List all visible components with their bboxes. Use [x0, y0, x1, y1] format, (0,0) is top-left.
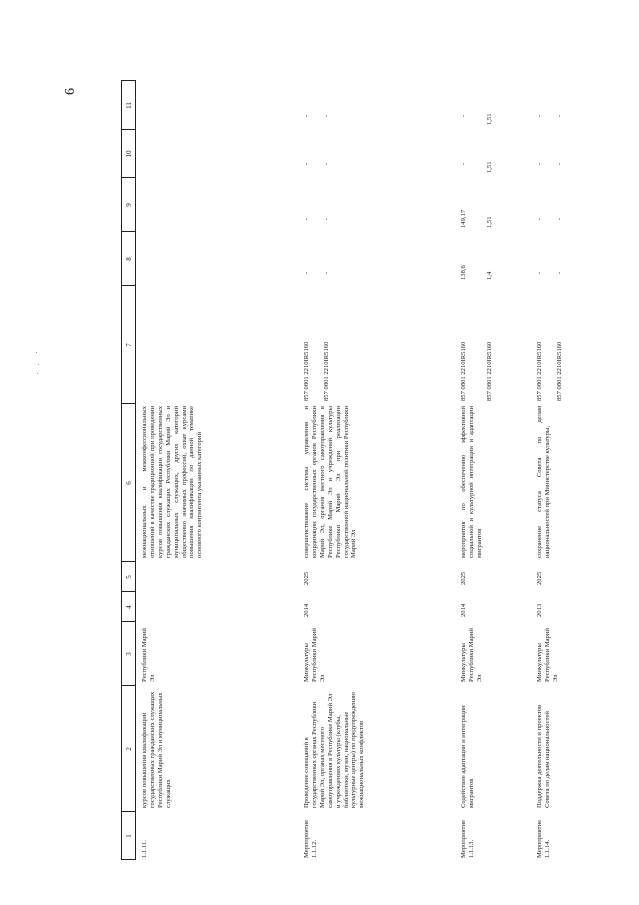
- value-cell: -: [323, 217, 330, 221]
- column-number: 6: [125, 481, 133, 485]
- value-cell: 1,51: [486, 161, 493, 173]
- page-number: 6: [63, 88, 78, 95]
- measure-name: Поддержка деятельности и проектов Совета по делам национальностей: [536, 704, 551, 808]
- measure-name: курсов повышения квалификации государственных гражданских служащих Республики Марий Эл и муниципальных служащих: [141, 691, 172, 808]
- column-number: 9: [125, 203, 133, 207]
- scan-speck: [38, 364, 39, 365]
- executor: Республики Марий Эл: [141, 628, 156, 682]
- value-cell: -: [536, 114, 543, 118]
- value-cell: -: [460, 114, 467, 118]
- column-number: 7: [125, 343, 133, 347]
- column-number: 4: [125, 605, 133, 609]
- start-year: 2013: [536, 603, 543, 617]
- column-number: 8: [125, 257, 133, 261]
- value-cell: -: [536, 162, 543, 166]
- expected-result: межнациональных и межконфессиональных отношений в качестве традиционной при проведении курсов повышения квалификации государственных гражданских служащих Республики Марий Эл и муниципальных служащих, других категорий общественно значимых профессий, охват курсами повышения квалификации по данной тематике основного контингента указанных категорий: [141, 406, 204, 558]
- value-cell: 1,51: [486, 216, 493, 228]
- rotated-table: [63, 80, 639, 860]
- column-number: 10: [125, 150, 133, 158]
- expected-result: мероприятия по обеспечению эффективной социальной и культурной интеграции и адаптации мигрантов: [460, 406, 483, 558]
- value-cell: -: [303, 162, 310, 166]
- budget-code: 857 0801 2210IR5160: [323, 341, 330, 401]
- budget-code: 857 0801 2210IR5160: [536, 341, 543, 401]
- value-cell: 1,4: [486, 271, 493, 280]
- executor: Минкультуры Республики Марий Эл: [536, 628, 559, 682]
- column-number: 3: [125, 652, 133, 656]
- end-year: 2025: [303, 571, 310, 585]
- value-cell: -: [536, 217, 543, 221]
- value-cell: -: [536, 271, 543, 275]
- budget-code: 857 0801 2210IR5160: [556, 341, 563, 401]
- value-cell: -: [556, 162, 563, 166]
- expected-result: сохранение статуса Совета по делам национальностей при Министерстве культуры,: [536, 406, 551, 558]
- row-id: Мероприятие 1.1.13.: [460, 819, 475, 858]
- scan-speck: [37, 373, 38, 374]
- expected-result: совершенствование системы управления и координации государственных органов Республики Марий Эл, органов местного самоуправления в Республике Марий Эл и учреждений культуры Республики Марий Эл при реализации государственной национальной политики Республики Марий Эл: [303, 406, 358, 558]
- column-number: 2: [125, 747, 133, 751]
- budget-code: 857 0801 2210IR5160: [460, 341, 467, 401]
- scan-speck: [36, 352, 37, 353]
- value-cell: -: [556, 271, 563, 275]
- executor: Минкультуры Республики Марий Эл: [303, 628, 326, 682]
- value-cell: -: [323, 162, 330, 166]
- value-cell: -: [556, 114, 563, 118]
- column-number: 1: [125, 834, 133, 838]
- value-cell: -: [303, 271, 310, 275]
- column-number: 5: [125, 575, 133, 579]
- value-cell: 138,6: [460, 265, 467, 280]
- column-number: 11: [125, 102, 133, 109]
- row-id: Мероприятие 1.1.12.: [303, 819, 318, 858]
- budget-code: 857 0801 2210IR5160: [303, 341, 310, 401]
- value-cell: -: [323, 114, 330, 118]
- value-cell: -: [303, 217, 310, 221]
- row-id: Мероприятие 1.1.14.: [536, 819, 551, 858]
- value-cell: -: [556, 217, 563, 221]
- value-cell: -: [323, 271, 330, 275]
- start-year: 2014: [460, 603, 467, 617]
- start-year: 2014: [303, 603, 310, 617]
- table-header-border: [135, 80, 136, 860]
- row-id: 1.1.11.: [141, 840, 148, 858]
- value-cell: -: [303, 114, 310, 118]
- row-spacer: [299, 80, 300, 860]
- budget-code: 857 0801 2210IR5160: [486, 341, 493, 401]
- value-cell: -: [460, 162, 467, 166]
- executor: Минкультуры Республики Марий Эл: [460, 628, 483, 682]
- measure-name: Проведение совещаний в государственных органах Республики Марий Эл, органах местного самоуправления в Республике Марий Эл и учреждениях культуры (клубы, библиотеки, музеи, национальные культурные центры) по предупреждению межнациональных конфликтов: [303, 692, 366, 808]
- value-cell: 1,51: [486, 113, 493, 125]
- table-top-border: [121, 80, 122, 860]
- value-cell: 149,17: [460, 209, 467, 228]
- measure-name: Содействие адаптации и интеграции мигрантов: [460, 705, 475, 808]
- end-year: 2025: [536, 571, 543, 585]
- end-year: 2025: [460, 571, 467, 585]
